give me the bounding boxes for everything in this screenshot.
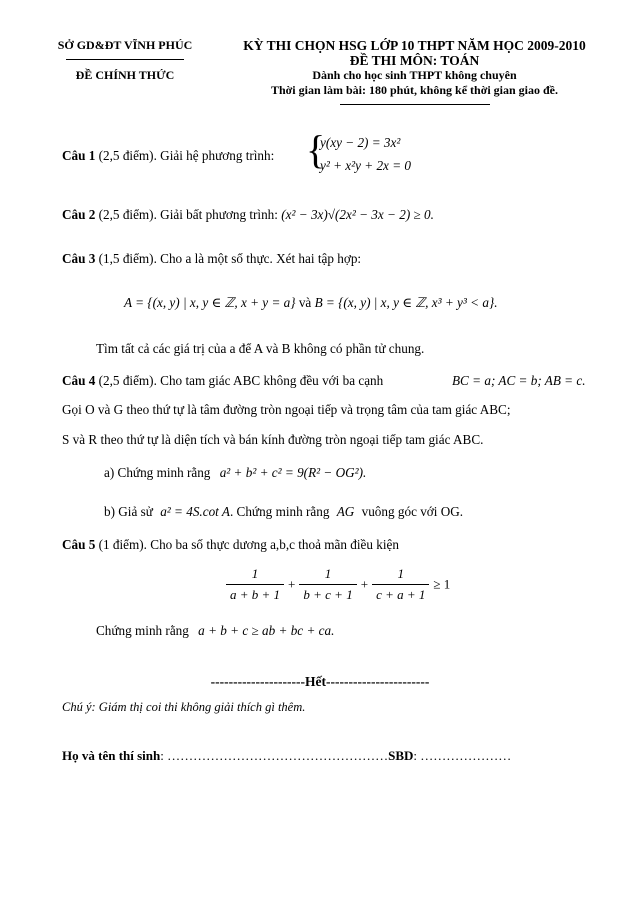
end-marker: ---------------------Hết----------------------- [210, 674, 430, 689]
plus-sign-1: + [288, 576, 296, 592]
system-equation-1: y(xy − 2) = 3x² [320, 135, 401, 150]
part-b-ag: AG [336, 504, 355, 519]
fraction-3 [372, 566, 429, 603]
fraction-1 [226, 566, 284, 603]
official-label: ĐỀ CHÍNH THỨC [75, 68, 175, 82]
plus-sign-2: + [360, 576, 369, 592]
exam-title: KỲ THI CHỌN HSG LỚP 10 THPT NĂM HỌC 2009-2010 [243, 38, 586, 53]
system-equation-2: y² + x²y + 2x = 0 [320, 158, 411, 173]
question-2-label: Câu 2 [62, 207, 96, 222]
fraction-2 [299, 566, 356, 603]
exam-subject: ĐỀ THI MÔN: TOÁN [349, 53, 480, 68]
question-3-text: (1,5 điểm). Cho a là một số thực. Xét hai tập hợp: [95, 251, 362, 266]
fraction-2-denominator: b + c + 1 [299, 584, 356, 603]
system-brace: { [306, 127, 326, 172]
question-3 [62, 250, 361, 267]
question-3-task: Tìm tất cả các giá trị của a để A và B không có phần tử chung. [96, 341, 425, 356]
question-1-text: (2,5 điểm). Giải hệ phương trình: [95, 148, 275, 163]
question-3-sets [124, 294, 498, 311]
question-5 [62, 536, 399, 553]
header-left [40, 38, 210, 83]
set-b: B = {(x, y) | x, y ∈ ℤ, x³ + y³ < a}. [314, 295, 498, 310]
question-4-line-2: Gọi O và G theo thứ tự là tâm đường tròn ngoại tiếp và trọng tâm của tam giác ABC; [62, 402, 511, 417]
fraction-1-numerator: 1 [251, 566, 259, 581]
question-4-line-3: S và R theo thứ tự là diện tích và bán kính đường tròn ngoại tiếp tam giác ABC. [62, 432, 484, 447]
condition-tail: ≥ 1 [433, 576, 451, 592]
question-4-part-b [104, 503, 463, 520]
part-b-text-3: vuông góc với OG. [361, 504, 464, 519]
question-5-prove [96, 622, 334, 639]
proctor-note: Chú ý: Giám thị coi thi không giải thích gì thêm. [62, 700, 306, 714]
header-right-divider [340, 104, 490, 105]
question-4 [62, 372, 383, 389]
sbd-dots: : ………………… [413, 748, 512, 763]
question-2-text: (2,5 điểm). Giải bất phương trình: [95, 207, 278, 222]
fraction-3-numerator: 1 [397, 566, 404, 581]
question-1-label: Câu 1 [62, 148, 96, 163]
part-a-expression: a² + b² + c² = 9(R² − OG²). [219, 465, 367, 480]
question-5-text: (1 điểm). Cho ba số thực dương a,b,c thoả mãn điều kiện [95, 537, 399, 552]
question-4-label: Câu 4 [62, 373, 96, 388]
exam-audience: Dành cho học sinh THPT không chuyên [312, 68, 517, 82]
question-5-condition [226, 566, 450, 603]
sbd-label: SBD [388, 748, 414, 763]
part-b-text-1: b) Giả sử [104, 504, 153, 519]
candidate-name-dots: : …………………………………………… [160, 748, 389, 763]
candidate-name-label: Họ và tên thí sinh [62, 748, 161, 763]
fraction-1-denominator: a + b + 1 [226, 584, 284, 603]
header-left-divider [66, 59, 184, 60]
and-word: và [298, 295, 312, 310]
part-b-expression: a² = 4S.cot A [160, 504, 230, 519]
set-a: A = {(x, y) | x, y ∈ ℤ, x + y = a} [124, 295, 296, 310]
question-4-sides: BC = a; AC = b; AB = c. [452, 373, 586, 388]
fraction-3-denominator: c + a + 1 [372, 584, 429, 603]
part-a-text: a) Chứng minh rằng [104, 465, 211, 480]
fraction-2-numerator: 1 [324, 566, 332, 581]
prove-text: Chứng minh rằng [96, 623, 189, 638]
prove-expression: a + b + c ≥ ab + bc + ca. [198, 623, 335, 638]
question-2-expression: (x² − 3x)√(2x² − 3x − 2) ≥ 0. [281, 207, 434, 222]
question-4-text: (2,5 điểm). Cho tam giác ABC không đều với ba cạnh [95, 373, 384, 388]
question-2 [62, 206, 434, 223]
question-3-label: Câu 3 [62, 251, 96, 266]
candidate-info [62, 748, 511, 764]
question-1 [62, 147, 274, 164]
department-name: SỞ GD&ĐT VĨNH PHÚC [57, 38, 193, 52]
question-5-label: Câu 5 [62, 537, 96, 552]
part-b-text-2: . Chứng minh rằng [229, 504, 330, 519]
exam-duration: Thời gian làm bài: 180 phút, không kể thời gian giao đề. [270, 83, 559, 97]
header-right [212, 38, 617, 105]
question-4-part-a [104, 464, 366, 481]
